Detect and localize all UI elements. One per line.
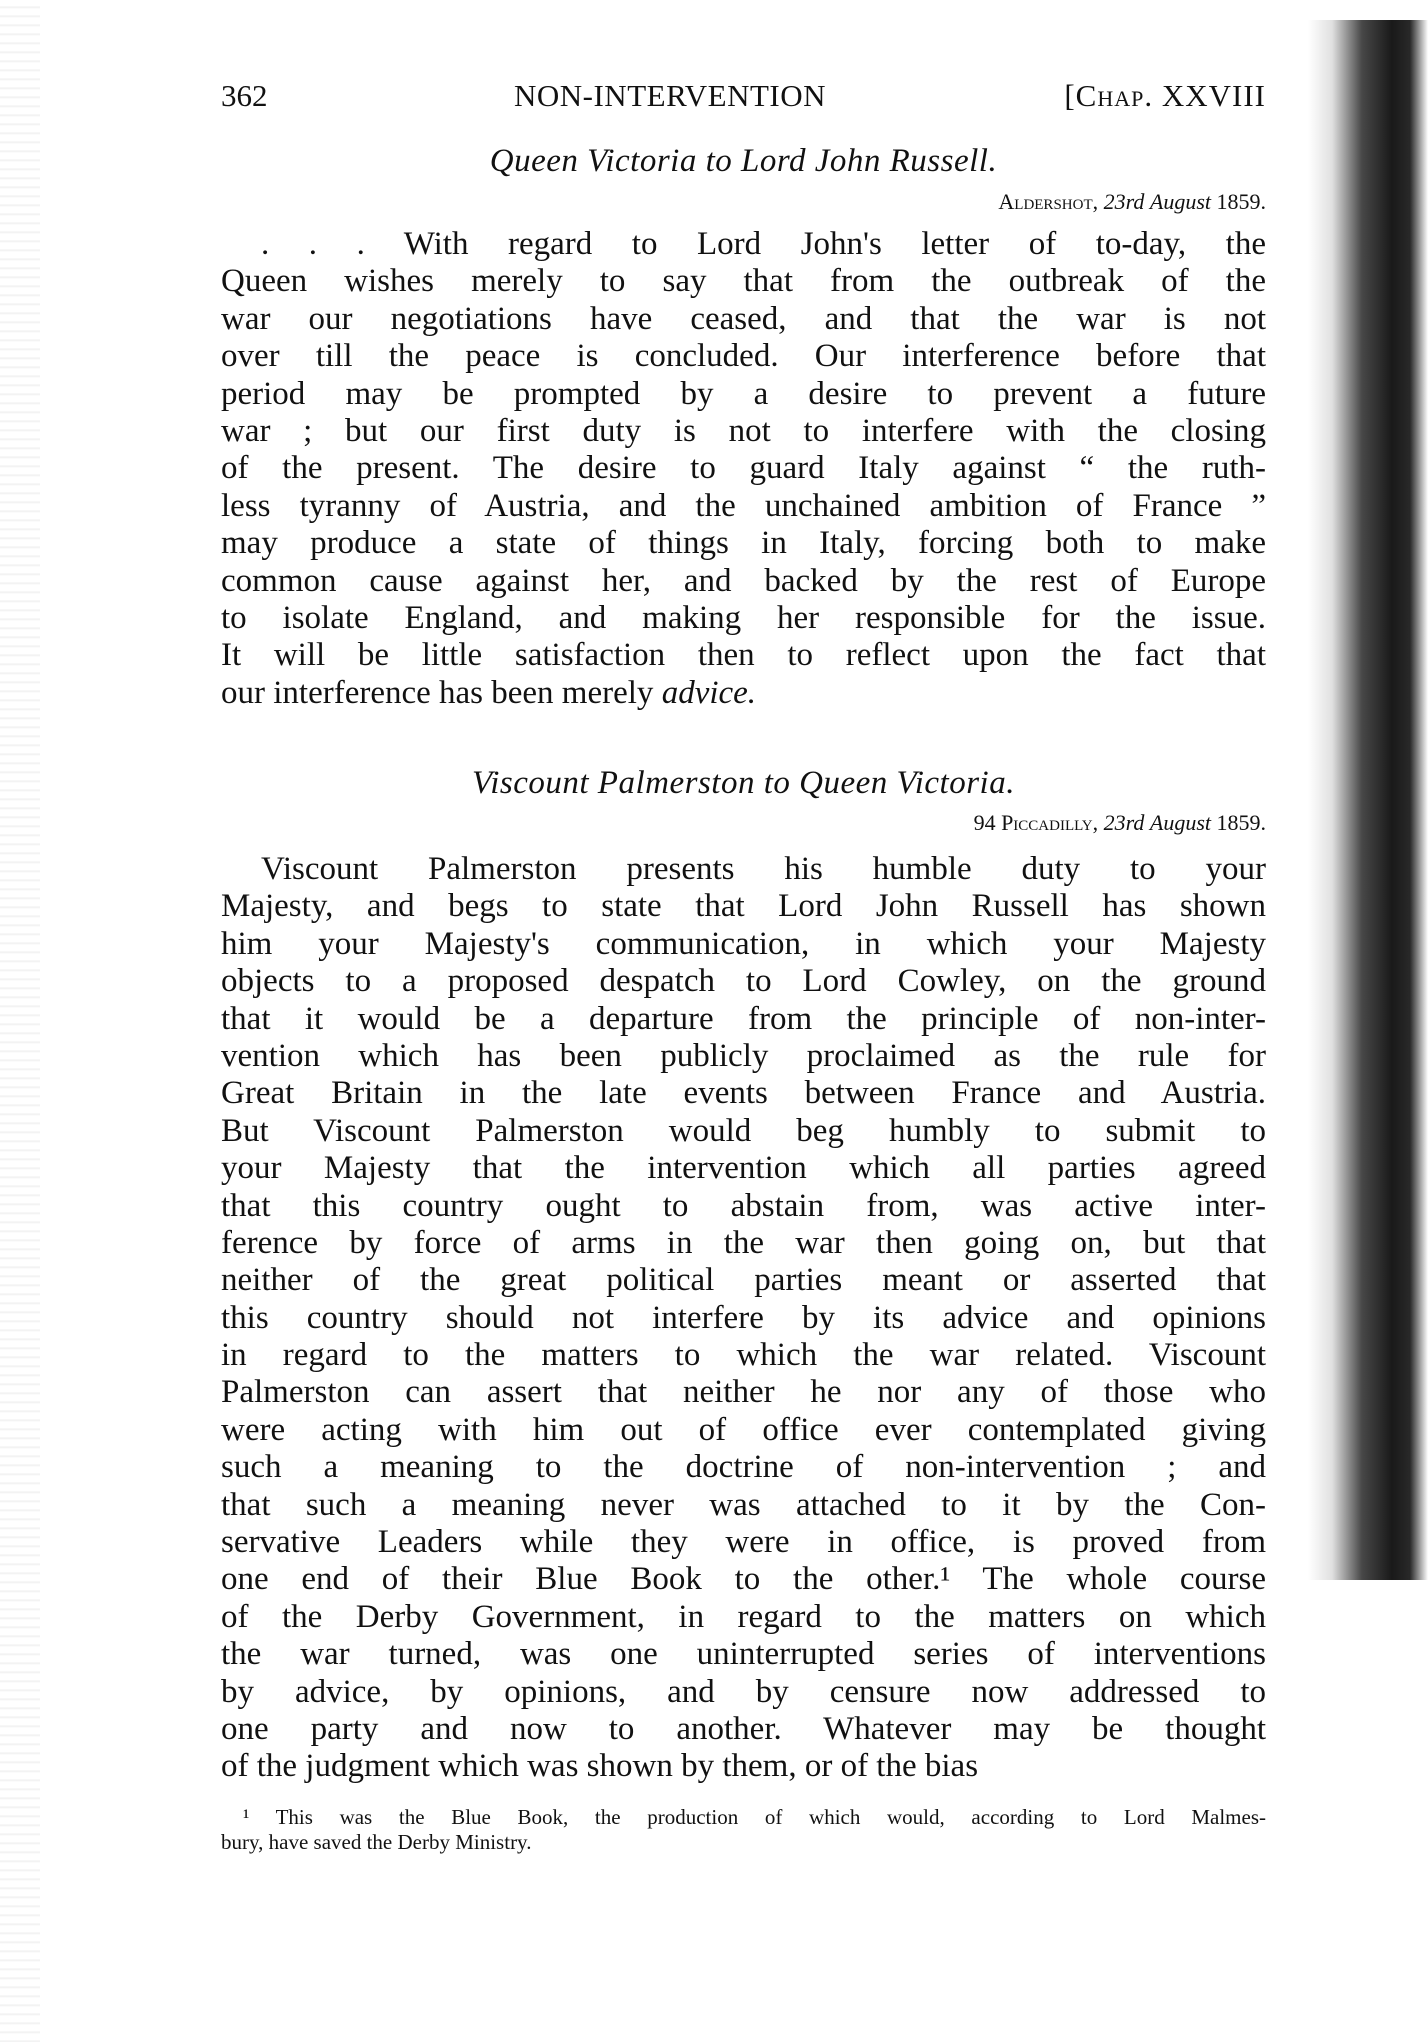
text-line: period may be prompted by a desire to prevent a future xyxy=(221,375,1266,412)
date-year: 1859. xyxy=(1216,189,1266,214)
text-line: such a meaning to the doctrine of non-intervention ; and xyxy=(221,1449,1266,1486)
date-day: 23rd xyxy=(1103,189,1145,214)
letter-heading: Queen Victoria to Lord John Russell. xyxy=(489,143,998,179)
text-line: this country should not interfere by its advice and opinions xyxy=(221,1299,1266,1336)
page-edge-shadow xyxy=(0,0,40,2042)
text-line: But Viscount Palmerston would beg humbly to submit to xyxy=(221,1112,1266,1149)
text-line: less tyranny of Austria, and the unchained ambition of France ” xyxy=(221,487,1266,524)
text-line: bury, have saved the Derby Ministry. xyxy=(221,1830,532,1854)
text-line: Queen wishes merely to say that from the outbreak of the xyxy=(221,263,1266,300)
text-line: in regard to the matters to which the war related. Viscount xyxy=(221,1337,1266,1374)
place: 94 Piccadilly, xyxy=(973,810,1099,835)
text-line: neither of the great political parties meant or asserted that xyxy=(221,1262,1266,1299)
letter-body xyxy=(221,226,1266,712)
text-line: vention which has been publicly proclaimed as the rule for xyxy=(221,1037,1266,1074)
text-line: of the judgment which was shown by them, or of the bias xyxy=(221,1748,979,1785)
text-line: common cause against her, and backed by the rest of Europe xyxy=(221,562,1266,599)
text-segment: our interference has been merely xyxy=(221,674,662,711)
running-header xyxy=(221,76,1266,116)
text-line: Great Britain in the late events between France and Austria. xyxy=(221,1075,1266,1112)
date-month: August xyxy=(1149,189,1211,214)
text-line: that this country ought to abstain from, was active inter- xyxy=(221,1187,1266,1224)
text-line: that such a meaning never was attached to it by the Con- xyxy=(221,1486,1266,1523)
text-line: one end of their Blue Book to the other.¹ The whole course xyxy=(221,1561,1266,1598)
place: Aldershot, xyxy=(998,189,1099,214)
text-line: Palmerston can assert that neither he nor any of those who xyxy=(221,1374,1266,1411)
text-line: one party and now to another. Whatever may be thought xyxy=(221,1710,1266,1747)
date-month: August xyxy=(1149,810,1211,835)
text-line: Majesty, and begs to state that Lord John Russell has shown xyxy=(221,888,1266,925)
text-line: were acting with him out of office ever contemplated giving xyxy=(221,1411,1266,1448)
text-line: by advice, by opinions, and by censure now addressed to xyxy=(221,1673,1266,1710)
text-line xyxy=(221,675,1266,712)
text-line: . . . With regard to Lord John's letter of to-day, the xyxy=(261,226,1266,262)
page-number: 362 xyxy=(221,78,268,113)
footnote xyxy=(221,1805,1266,1855)
running-title: NON-INTERVENTION xyxy=(514,78,827,113)
text-line: Viscount Palmerston presents his humble duty to your xyxy=(261,851,1266,887)
text-line: It will be little satisfaction then to reflect upon the fact that xyxy=(221,637,1266,674)
chapter-label: [Chap. XXVIII xyxy=(1064,78,1266,113)
text-line: war ; but our first duty is not to interfere with the closing xyxy=(221,412,1266,449)
text-line: him your Majesty's communication, in which your Majesty xyxy=(221,925,1266,962)
text-line: that it would be a departure from the principle of non-inter- xyxy=(221,1000,1266,1037)
text-line: of the Derby Government, in regard to the matters on which xyxy=(221,1598,1266,1635)
date-year: 1859. xyxy=(1216,810,1266,835)
emphasis: advice. xyxy=(661,674,757,711)
text-line: your Majesty that the intervention which all parties agreed xyxy=(221,1150,1266,1187)
text-line: of the present. The desire to guard Italy against “ the ruth- xyxy=(221,450,1266,487)
text-line: the war turned, was one uninterrupted series of interventions xyxy=(221,1636,1266,1673)
date-day: 23rd xyxy=(1103,810,1145,835)
text-line: may produce a state of things in Italy, forcing both to make xyxy=(221,525,1266,562)
binding-shadow xyxy=(1308,20,1428,1580)
text-line: ¹ This was the Blue Book, the production of which would, according to Lord Malmes- xyxy=(243,1805,1266,1829)
letter-dateline xyxy=(998,188,1266,216)
text-line: over till the peace is concluded. Our interference before that xyxy=(221,338,1266,375)
letter-body xyxy=(221,851,1266,1786)
text-line: ference by force of arms in the war then going on, but that xyxy=(221,1224,1266,1261)
text-line: servative Leaders while they were in office, is proved from xyxy=(221,1524,1266,1561)
letter-dateline xyxy=(974,809,1266,837)
letter-heading: Viscount Palmerston to Queen Victoria. xyxy=(472,765,1015,801)
text-line: to isolate England, and making her responsible for the issue. xyxy=(221,599,1266,636)
text-line: war our negotiations have ceased, and that the war is not xyxy=(221,300,1266,337)
text-line: objects to a proposed despatch to Lord Cowley, on the ground xyxy=(221,963,1266,1000)
